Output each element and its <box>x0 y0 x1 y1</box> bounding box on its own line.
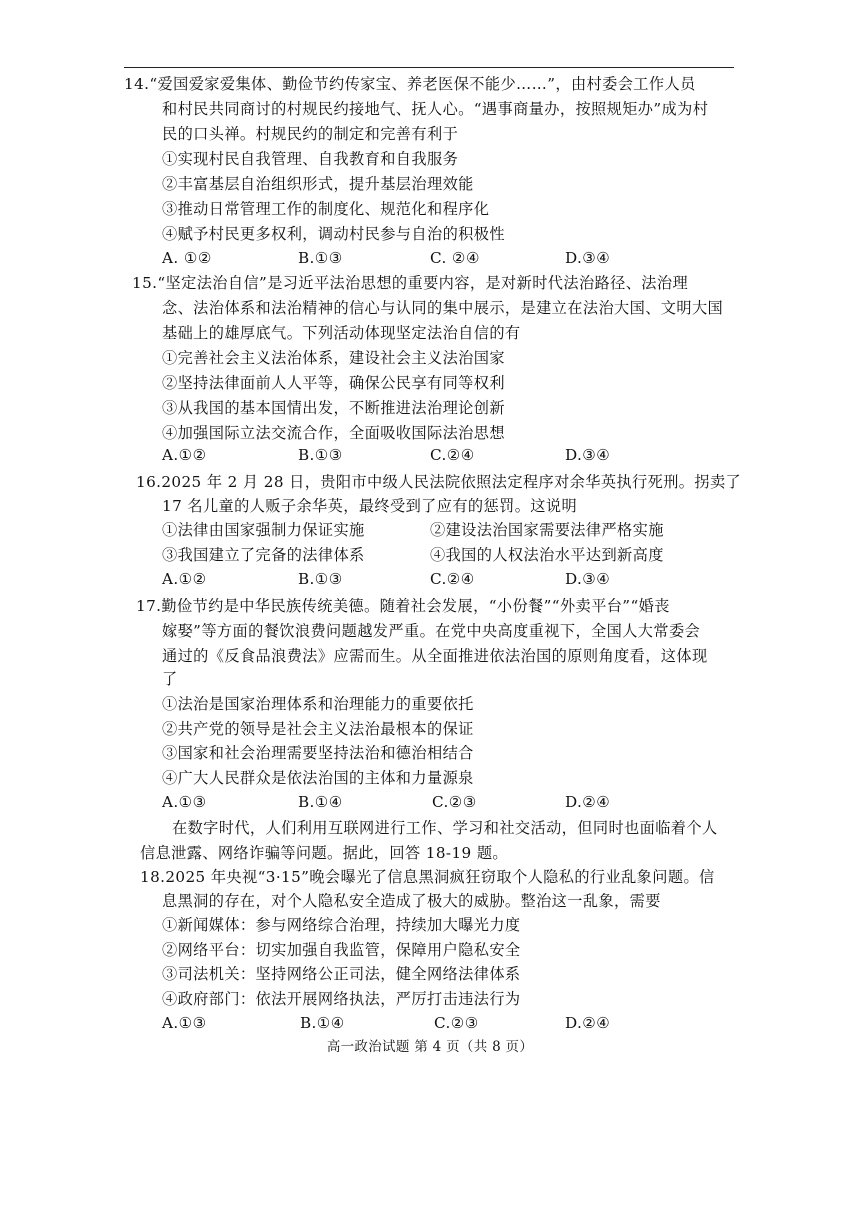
q17-option-c: C.②③ <box>432 793 477 811</box>
q16-statement: ②建设法治国家需要法律严格实施 <box>430 521 664 539</box>
q15-option-b: B.①③ <box>298 446 343 464</box>
page-footer: 高一政治试题 第 4 页（共 8 页） <box>326 1039 534 1055</box>
q16-stem-line: 16.2025 年 2 月 28 日，贵阳市中级人民法院依照法定程序对余华英执行死刑。拐卖了 <box>136 473 742 491</box>
q17-option-d: D.②④ <box>565 793 611 811</box>
q18-option-d: D.②④ <box>565 1014 611 1032</box>
q16-stem-line: 17 名儿童的人贩子余华英，最终受到了应有的惩罚。这说明 <box>162 497 578 515</box>
q17-statement: ①法治是国家治理体系和治理能力的重要依托 <box>162 695 474 713</box>
q15-option-d: D.③④ <box>565 446 611 464</box>
q14-option-a: A. ①② <box>162 249 212 267</box>
q16-option-b: B.①③ <box>298 570 343 588</box>
q17-stem-line: 通过的《反食品浪费法》应需而生。从全面推进依法治国的原则角度看，这体现 <box>162 647 708 665</box>
q14-stem-line: 14.“爱国爱家爱集体、勤俭节约传家宝、养老医保不能少……”，由村委会工作人员 <box>124 75 696 93</box>
q14-statement: ③推动日常管理工作的制度化、规范化和程序化 <box>162 200 490 218</box>
q14-option-b: B.①③ <box>298 249 343 267</box>
q15-option-c: C.②④ <box>430 446 475 464</box>
q15-stem-line: 15.“坚定法治自信”是习近平法治思想的重要内容，是对新时代法治路径、法治理 <box>132 274 689 292</box>
q14-option-d: D.③④ <box>565 249 611 267</box>
q17-statement: ③国家和社会治理需要坚持法治和德治相结合 <box>162 744 474 762</box>
q16-option-d: D.③④ <box>565 570 611 588</box>
q17-option-b: B.①④ <box>298 793 343 811</box>
q15-stem-line: 念、法治体系和法治精神的信心与认同的集中展示，是建立在法治大国、文明大国 <box>162 299 724 317</box>
q16-option-a: A.①② <box>162 570 207 588</box>
q18-statement: ③司法机关：坚持网络公正司法，健全网络法律体系 <box>162 965 521 983</box>
q15-option-a: A.①② <box>162 446 207 464</box>
q18-statement: ①新闻媒体：参与网络综合治理，持续加大曝光力度 <box>162 916 521 934</box>
q17-statement: ④广大人民群众是依法治国的主体和力量源泉 <box>162 769 474 787</box>
q18-option-a: A.①③ <box>162 1014 207 1032</box>
q17-stem-line: 17.勤俭节约是中华民族传统美德。随着社会发展，“小份餐”“外卖平台”“婚丧 <box>136 597 670 615</box>
header-rule <box>124 67 734 68</box>
q14-statement: ①实现村民自我管理、自我教育和自我服务 <box>162 150 459 168</box>
q16-statement: ③我国建立了完备的法律体系 <box>162 546 365 564</box>
q17-stem-line: 了 <box>162 670 178 688</box>
q15-stem-line: 基础上的雄厚底气。下列活动体现坚定法治自信的有 <box>162 324 521 342</box>
q18-stem-line: 18.2025 年央视“3·15”晚会曝光了信息黑洞疯狂窃取个人隐私的行业乱象问题。信 <box>140 868 715 886</box>
q18-option-c: C.②③ <box>434 1014 479 1032</box>
q17-statement: ②共产党的领导是社会主义法治最根本的保证 <box>162 720 474 738</box>
q14-statement: ②丰富基层自治组织形式，提升基层治理效能 <box>162 175 474 193</box>
q14-stem-line: 和村民共同商讨的村规民约接地气、抚人心。“遇事商量办，按照规矩办”成为村 <box>162 100 709 118</box>
q14-stem-line: 民的口头禅。村规民约的制定和完善有利于 <box>162 125 459 143</box>
material-line: 在数字时代，人们利用互联网进行工作、学习和社交活动，但同时也面临着个人 <box>172 819 718 837</box>
q15-statement: ①完善社会主义法治体系，建设社会主义法治国家 <box>162 349 505 367</box>
q15-statement: ③从我国的基本国情出发，不断推进法治理论创新 <box>162 399 505 417</box>
q17-option-a: A.①③ <box>162 793 207 811</box>
q16-option-c: C.②④ <box>430 570 475 588</box>
q18-statement: ④政府部门：依法开展网络执法，严厉打击违法行为 <box>162 990 521 1008</box>
material-line: 信息泄露、网络诈骗等问题。据此，回答 18-19 题。 <box>140 844 508 862</box>
q17-stem-line: 嫁娶”等方面的餐饮浪费问题越发严重。在党中央高度重视下，全国人大常委会 <box>162 622 701 640</box>
q18-statement: ②网络平台：切实加强自我监管，保障用户隐私安全 <box>162 941 521 959</box>
q15-statement: ②坚持法律面前人人平等，确保公民享有同等权利 <box>162 374 505 392</box>
q16-statement: ①法律由国家强制力保证实施 <box>162 521 365 539</box>
q18-option-b: B.①④ <box>300 1014 345 1032</box>
q15-statement: ④加强国际立法交流合作，全面吸收国际法治思想 <box>162 424 505 442</box>
q16-statement: ④我国的人权法治水平达到新高度 <box>430 546 664 564</box>
q18-stem-line: 息黑洞的存在，对个人隐私安全造成了极大的威胁。整治这一乱象，需要 <box>162 892 661 910</box>
q14-option-c: C. ②④ <box>430 249 480 267</box>
q14-statement: ④赋予村民更多权利，调动村民参与自治的积极性 <box>162 225 505 243</box>
